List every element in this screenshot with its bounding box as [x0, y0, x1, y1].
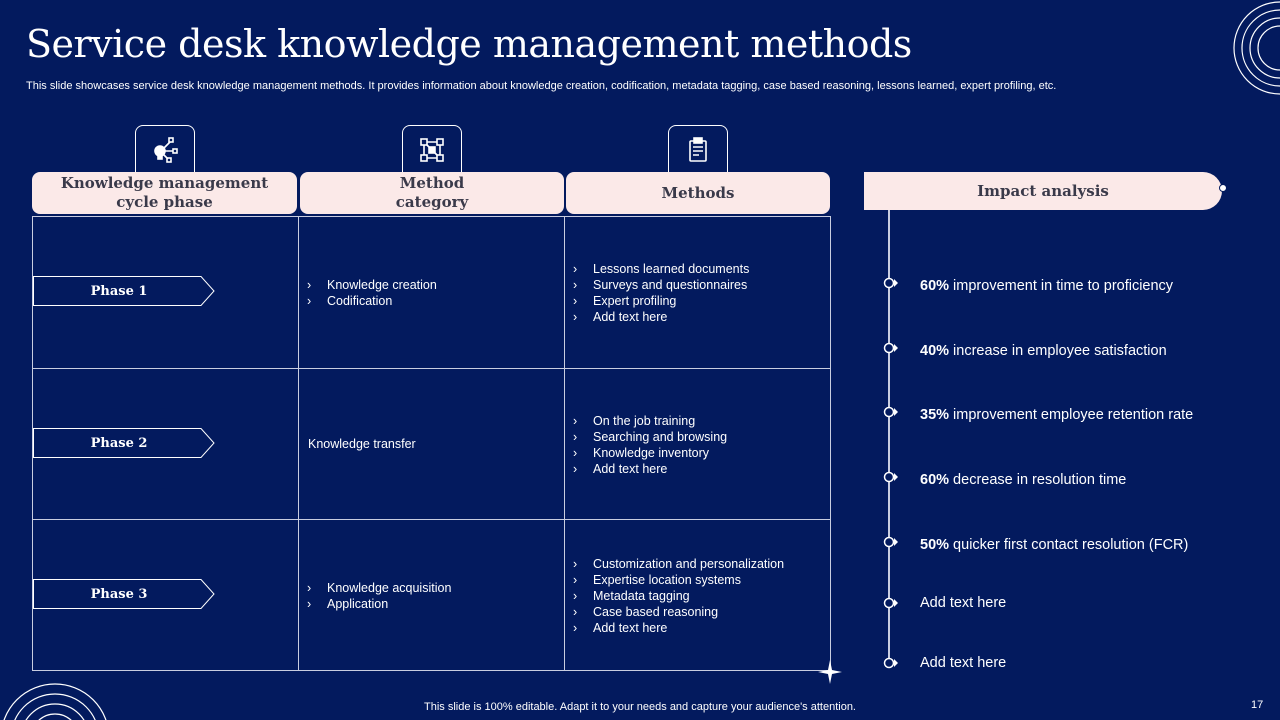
star-sparkle-icon: [818, 660, 842, 684]
list-item: [573, 293, 749, 309]
impact-item: [920, 537, 1188, 553]
category-list-phase-1: [307, 277, 437, 309]
slide-subtitle: This slide showcases service desk knowledge management methods. It provides information about knowledge creation, codification, metadata tagging, case based reasoning, lessons learned, expert profiling, etc.: [26, 80, 1057, 92]
bullet: ›: [307, 294, 312, 308]
bullet: ›: [573, 557, 578, 571]
phase-1-tag: [33, 276, 215, 306]
list-item-text: Application: [327, 597, 389, 611]
list-item: [573, 572, 784, 588]
bullet: ›: [307, 581, 312, 595]
impact-header-dot: [1219, 184, 1227, 192]
bullet: ›: [573, 294, 578, 308]
impact-analysis-label: Impact analysis: [977, 182, 1109, 200]
list-item: [573, 261, 749, 277]
category-list-phase-3: [307, 580, 451, 612]
list-item: [573, 309, 749, 325]
list-item-text: Case based reasoning: [593, 605, 719, 619]
bullet: ›: [573, 446, 578, 460]
list-item-text: Knowledge acquisition: [327, 581, 452, 595]
impact-value: 40%: [920, 343, 950, 359]
list-item: [573, 620, 784, 636]
table-divider: [298, 216, 299, 671]
column-header-methods-label: Methods: [661, 183, 735, 202]
list-item: [573, 413, 727, 429]
bullet: ›: [307, 278, 312, 292]
bullet: ›: [573, 589, 578, 603]
bullet: ›: [573, 262, 578, 276]
impact-item: [920, 472, 1126, 488]
impact-value: 60%: [920, 278, 950, 294]
list-item-text: Searching and browsing: [593, 430, 728, 444]
impact-text: Add text here: [920, 595, 1007, 611]
lightbulb-network-icon: [150, 135, 180, 165]
network-nodes-tab: [402, 125, 462, 173]
phase-3-tag: [33, 579, 215, 609]
list-item-text: Surveys and questionnaires: [593, 278, 748, 292]
table-divider: [32, 368, 831, 369]
list-item: [573, 445, 727, 461]
bullet: ›: [573, 310, 578, 324]
list-item-text: Lessons learned documents: [593, 262, 750, 276]
list-item: [307, 293, 437, 309]
list-item-text: Add text here: [593, 621, 668, 635]
column-header-phase-label: Knowledge management cycle phase: [60, 174, 269, 211]
list-item-text: Add text here: [593, 310, 668, 324]
list-item-text: Metadata tagging: [593, 589, 690, 603]
impact-item: [920, 655, 1006, 671]
methods-list-phase-1: [573, 261, 749, 325]
bullet: ›: [573, 278, 578, 292]
network-nodes-icon: [417, 135, 447, 165]
concentric-circles-decoration: [1232, 0, 1280, 100]
timeline-marker-icon: [883, 536, 899, 548]
impact-item: [920, 407, 1193, 423]
list-item-text: Knowledge creation: [327, 278, 437, 292]
page-number: 17: [1251, 699, 1264, 711]
impact-value: 35%: [920, 407, 950, 423]
column-header-category: [300, 172, 564, 214]
list-item: [573, 588, 784, 604]
bullet: ›: [573, 462, 578, 476]
column-header-category-label: Method category: [395, 174, 469, 211]
phase-2-tag: [33, 428, 215, 458]
impact-item: [920, 595, 1006, 611]
impact-text: improvement employee retention rate: [949, 407, 1194, 423]
impact-analysis-header: [864, 172, 1222, 210]
lightbulb-network-tab: [135, 125, 195, 173]
column-header-methods: [566, 172, 830, 214]
category-text-phase-2: Knowledge transfer: [308, 437, 416, 451]
list-item: [573, 277, 749, 293]
impact-text: increase in employee satisfaction: [949, 343, 1167, 359]
slide-title: Service desk knowledge management methods: [26, 22, 912, 66]
impact-text: quicker first contact resolution (FCR): [949, 537, 1189, 553]
clipboard-icon: [683, 135, 713, 165]
impact-value: 60%: [920, 472, 950, 488]
table-divider: [564, 216, 565, 671]
impact-item: [920, 278, 1173, 294]
bullet: ›: [573, 414, 578, 428]
methods-list-phase-2: [573, 413, 727, 477]
list-item-text: Expert profiling: [593, 294, 677, 308]
methods-list-phase-3: [573, 556, 784, 636]
impact-text: improvement in time to proficiency: [949, 278, 1174, 294]
list-item-text: Add text here: [593, 462, 668, 476]
list-item-text: Codification: [327, 294, 393, 308]
concentric-circles-decoration: [0, 678, 115, 720]
list-item-text: Expertise location systems: [593, 573, 741, 587]
bullet: ›: [307, 597, 312, 611]
timeline-marker-icon: [883, 597, 899, 609]
impact-text: decrease in resolution time: [949, 472, 1127, 488]
bullet: ›: [573, 621, 578, 635]
timeline-marker-icon: [883, 471, 899, 483]
impact-item: [920, 343, 1167, 359]
bullet: ›: [573, 605, 578, 619]
footer-note: This slide is 100% editable. Adapt it to your needs and capture your audience's attention.: [424, 701, 856, 713]
list-item-text: Knowledge inventory: [593, 446, 710, 460]
impact-text: Add text here: [920, 655, 1007, 671]
timeline-marker-icon: [883, 277, 899, 289]
column-header-phase: [32, 172, 297, 214]
timeline-marker-icon: [883, 657, 899, 669]
list-item: [573, 429, 727, 445]
clipboard-tab: [668, 125, 728, 173]
list-item-text: Customization and personalization: [593, 557, 785, 571]
list-item: [307, 277, 437, 293]
bullet: ›: [573, 430, 578, 444]
table-divider: [32, 519, 831, 520]
list-item: [573, 461, 727, 477]
impact-value: 50%: [920, 537, 950, 553]
list-item: [573, 604, 784, 620]
timeline-marker-icon: [883, 406, 899, 418]
timeline-marker-icon: [883, 342, 899, 354]
phase-1-label: Phase 1: [90, 283, 148, 299]
list-item: [307, 580, 451, 596]
phase-2-label: Phase 2: [90, 435, 148, 451]
list-item: [573, 556, 784, 572]
list-item: [307, 596, 451, 612]
phase-3-label: Phase 3: [90, 586, 148, 602]
bullet: ›: [573, 573, 578, 587]
list-item-text: On the job training: [593, 414, 696, 428]
